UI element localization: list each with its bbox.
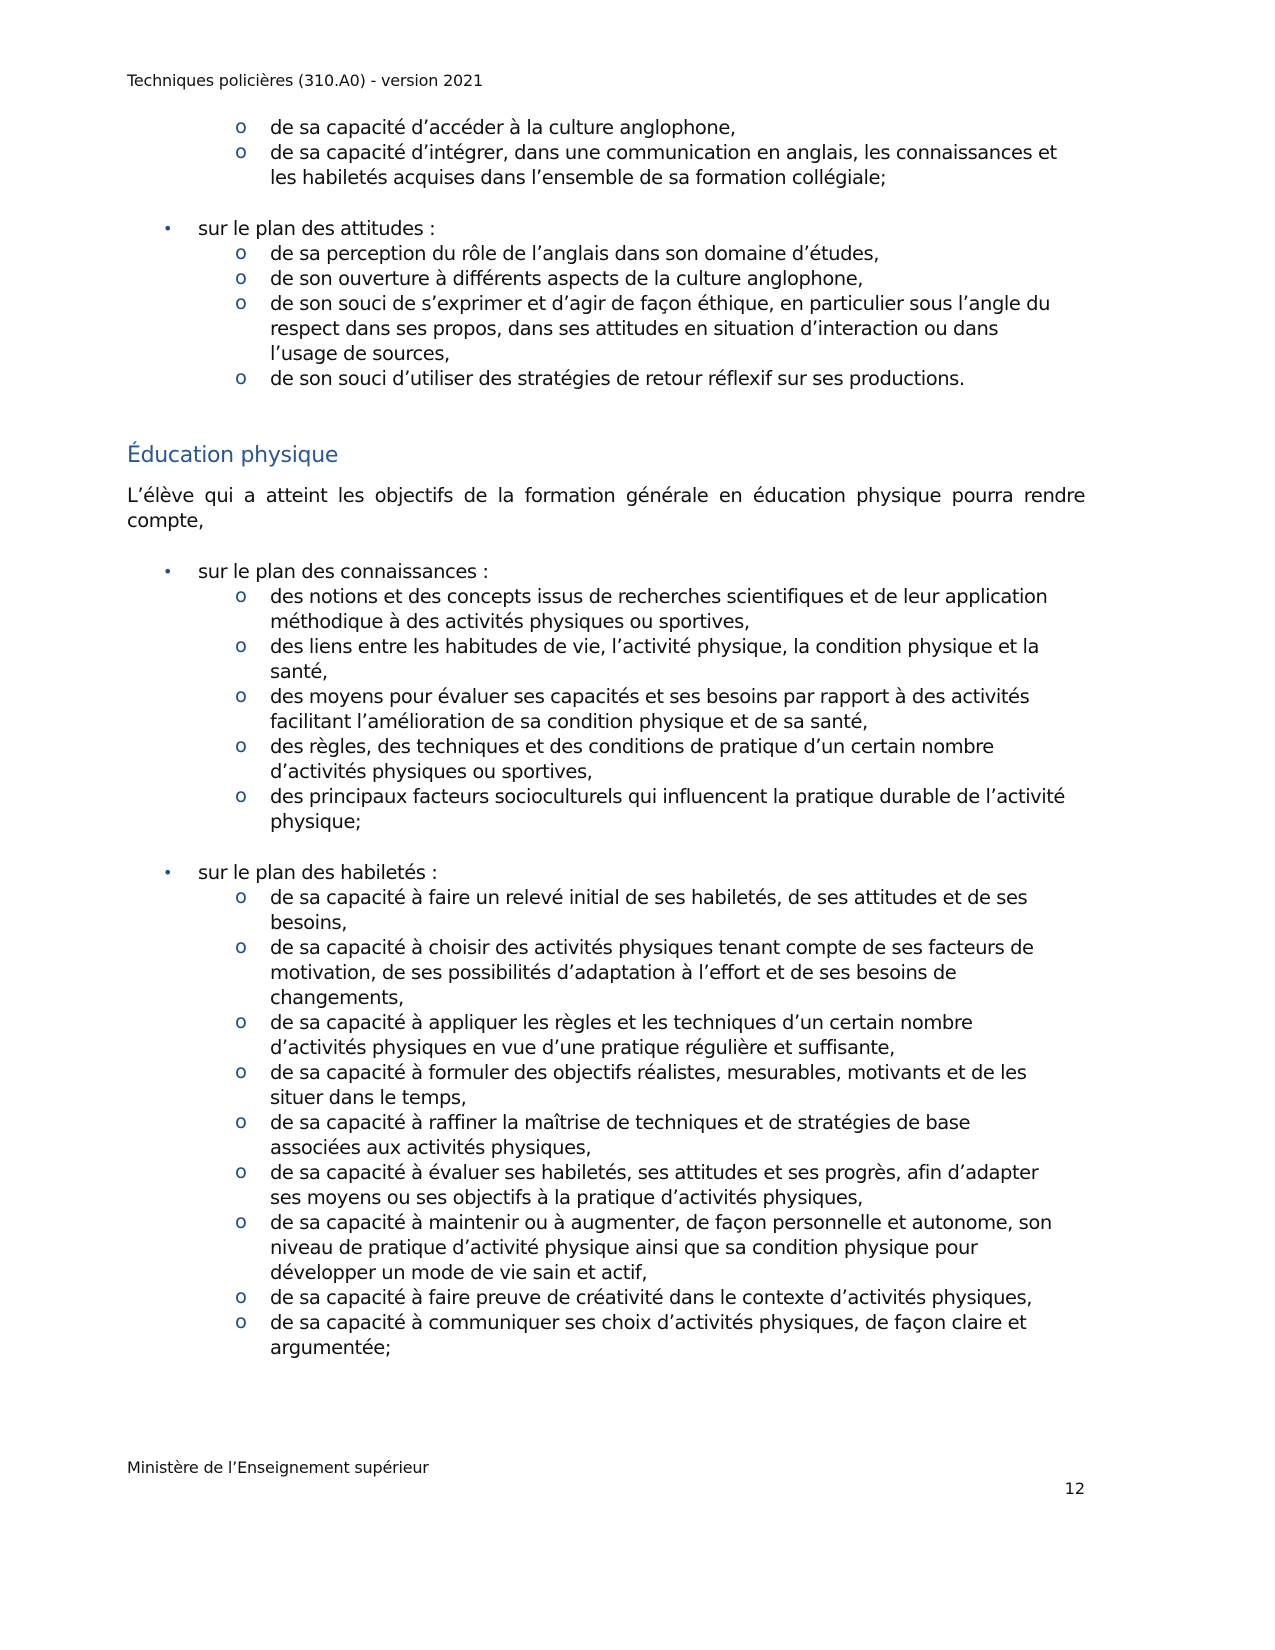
sub-bullet-icon: o [235,784,247,807]
item-line: d’activités physiques en vue d’une pratique régulière et suffisante, [270,1036,895,1059]
item-line: des notions et des concepts issus de recherches scientifiques et de leur application [270,585,1048,608]
sub-list-item [127,140,1085,190]
sub-list-item [127,366,1085,391]
sub-bullet-icon: o [235,684,247,707]
item-line: l’usage de sources, [270,342,450,365]
sub-list-item [127,935,1085,1010]
sub-list-item [127,734,1085,784]
item-line: de sa perception du rôle de l’anglais dans son domaine d’études, [270,242,880,265]
item-line: de sa capacité à communiquer ses choix d’activités physiques, de façon claire et [270,1311,1027,1334]
sub-list-item [127,291,1085,366]
bullet-label: sur le plan des habiletés : [198,861,438,884]
sub-bullet-icon: o [235,366,247,389]
item-line: associées aux activités physiques, [270,1136,592,1159]
page-header: Techniques policières (310.A0) - version 2021 [127,71,483,90]
sub-bullet-icon: o [235,885,247,908]
item-line: de sa capacité à formuler des objectifs réalistes, mesurables, motivants et de les [270,1061,1027,1084]
item-line: de sa capacité à évaluer ses habiletés, ses attitudes et ses progrès, afin d’adapter [270,1161,1039,1184]
section-paragraph [127,483,1085,533]
sub-bullet-icon: o [235,1160,247,1183]
sub-list-item [127,1285,1085,1310]
item-line: des moyens pour évaluer ses capacités et ses besoins par rapport à des activités [270,685,1030,708]
item-line: motivation, de ses possibilités d’adaptation à l’effort et de ses besoins de [270,961,957,984]
document-body [127,115,1085,1360]
item-line: de sa capacité d’accéder à la culture anglophone, [270,116,736,139]
sub-list-item [127,634,1085,684]
sub-bullet-icon: o [235,291,247,314]
sub-list-item [127,1160,1085,1210]
page-number: 12 [1064,1479,1085,1498]
item-line: de sa capacité à raffiner la maîtrise de techniques et de stratégies de base [270,1111,971,1134]
sub-list-item [127,1210,1085,1285]
sub-list-item [127,241,1085,266]
sub-bullet-icon: o [235,1310,247,1333]
sub-bullet-icon: o [235,241,247,264]
sub-list-item [127,1110,1085,1160]
item-line: des règles, des techniques et des conditions de pratique d’un certain nombre [270,735,994,758]
item-line: des principaux facteurs socioculturels qui influencent la pratique durable de l’activité [270,785,1065,808]
sub-bullet-icon: o [235,140,247,163]
bullet-item [127,860,1085,885]
attitudes-list [127,216,1085,391]
section-heading: Éducation physique [127,443,339,468]
sub-bullet-icon: o [235,115,247,138]
item-line: de son souci de s’exprimer et d’agir de façon éthique, en particulier sous l’angle du [270,292,1050,315]
intro-sublist [127,115,1085,190]
item-line: les habiletés acquises dans l’ensemble de sa formation collégiale; [270,166,887,189]
sub-list-item [127,584,1085,634]
item-line: facilitant l’amélioration de sa condition physique et de sa santé, [270,710,868,733]
bullet-icon: • [163,863,172,882]
sub-bullet-icon: o [235,1285,247,1308]
item-line: de sa capacité à appliquer les règles et les techniques d’un certain nombre [270,1011,973,1034]
item-line: de sa capacité à faire un relevé initial de ses habiletés, de ses attitudes et de ses [270,886,1028,909]
sub-bullet-icon: o [235,1210,247,1233]
paragraph-line: compte, [127,509,204,532]
bullet-label: sur le plan des attitudes : [198,217,436,240]
sub-list-item [127,1060,1085,1110]
bullet-item [127,216,1085,241]
item-line: de sa capacité d’intégrer, dans une communication en anglais, les connaissances et [270,141,1057,164]
bullet-icon: • [163,219,172,238]
bullet-item [127,559,1085,584]
item-line: ses moyens ou ses objectifs à la pratique d’activités physiques, [270,1186,863,1209]
item-line: de son souci d’utiliser des stratégies de retour réflexif sur ses productions. [270,367,965,390]
sub-list-item [127,885,1085,935]
item-line: des liens entre les habitudes de vie, l’activité physique, la condition physique et la [270,635,1039,658]
sub-bullet-icon: o [235,1060,247,1083]
sub-list-item [127,684,1085,734]
bullet-label: sur le plan des connaissances : [198,560,489,583]
connaissances-list [127,559,1085,834]
item-line: de sa capacité à maintenir ou à augmenter, de façon personnelle et autonome, son [270,1211,1052,1234]
sub-bullet-icon: o [235,935,247,958]
item-line: argumentée; [270,1336,391,1359]
sub-bullet-icon: o [235,584,247,607]
item-line: niveau de pratique d’activité physique ainsi que sa condition physique pour [270,1236,978,1259]
item-line: de son ouverture à différents aspects de la culture anglophone, [270,267,864,290]
item-line: de sa capacité à faire preuve de créativité dans le contexte d’activités physiques, [270,1286,1032,1309]
sub-bullet-icon: o [235,266,247,289]
item-line: santé, [270,660,328,683]
sub-list-item [127,1010,1085,1060]
item-line: situer dans le temps, [270,1086,467,1109]
item-line: méthodique à des activités physiques ou sportives, [270,610,750,633]
paragraph-line: L’élève qui a atteint les objectifs de la formation générale en éducation physique pourra rendre [127,484,1085,507]
sub-bullet-icon: o [235,634,247,657]
item-line: besoins, [270,911,347,934]
sub-bullet-icon: o [235,1010,247,1033]
sub-list-item [127,266,1085,291]
item-line: physique; [270,810,362,833]
sub-bullet-icon: o [235,1110,247,1133]
item-line: développer un mode de vie sain et actif, [270,1261,648,1284]
item-line: d’activités physiques ou sportives, [270,760,593,783]
sub-list-item [127,1310,1085,1360]
sub-bullet-icon: o [235,734,247,757]
bullet-icon: • [163,562,172,581]
page-footer: Ministère de l’Enseignement supérieur [127,1458,429,1477]
item-line: respect dans ses propos, dans ses attitudes en situation d’interaction ou dans [270,317,999,340]
sub-list-item [127,784,1085,834]
item-line: de sa capacité à choisir des activités physiques tenant compte de ses facteurs de [270,936,1034,959]
item-line: changements, [270,986,404,1009]
habiletes-list [127,860,1085,1360]
sub-list-item [127,115,1085,140]
